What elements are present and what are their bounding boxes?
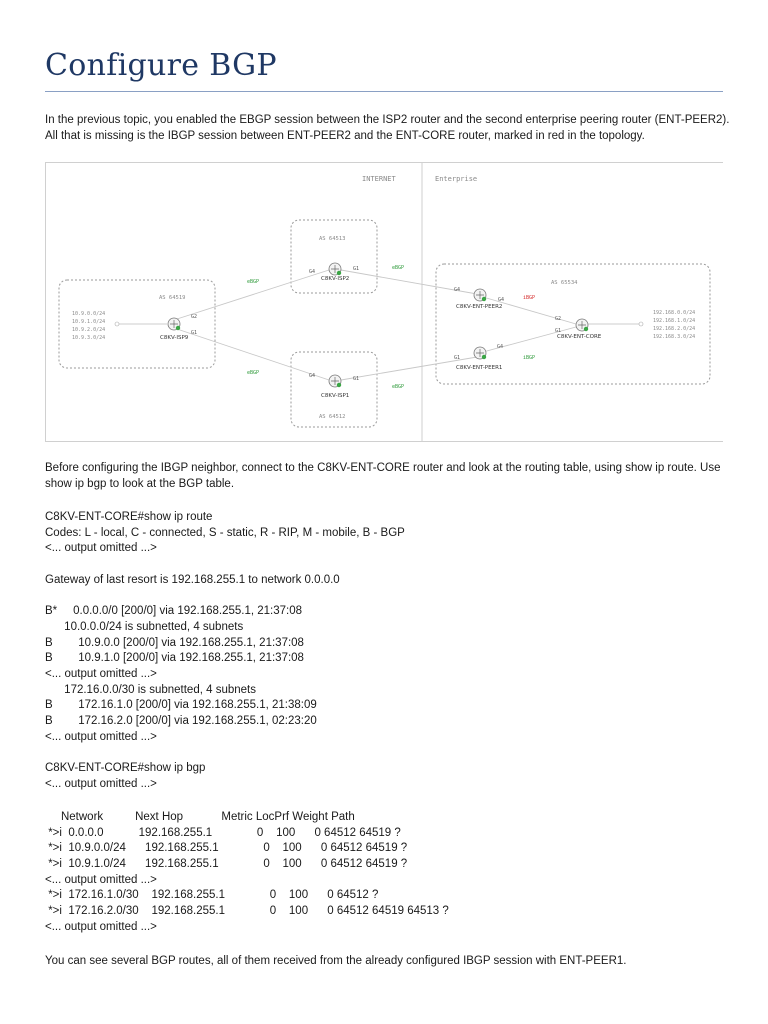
right-net: 192.168.3.0/24 [653,334,696,340]
output-line: <... output omitted ...> [45,730,157,743]
diagram-frame [46,163,724,442]
zone-label-internet: INTERNET [362,175,396,183]
output-line: C8KV-ENT-CORE#show ip bgp [45,762,206,774]
zone-label-enterprise: Enterprise [435,175,478,183]
iface-label: G2 [555,316,562,322]
title-divider [45,91,723,92]
route-output [45,510,405,792]
link-label-ibgp-missing: iBGP [523,295,536,301]
bgp-table-header: Network Next Hop Metric LocPrf Weight Path [45,811,355,823]
output-line: 172.16.0.0/30 is subnetted, 4 subnets [45,683,256,696]
bgp-table-row: <... output omitted ...> [45,920,157,933]
before-line: Before configuring the IBGP neighbor, connect to the C8KV-ENT-CORE router and look at the routing table, using show ip route. Use [45,462,721,474]
bgp-table-row: *>i 172.16.1.0/30 192.168.255.1 0 100 0 64512 ? [45,889,379,902]
router-isp1-icon [329,375,341,387]
iface-label: G1 [555,328,562,334]
intro-line: In the previous topic, you enabled the EBGP session between the ISP2 router and the second enterprise peering router (ENT-PEER2). [45,114,730,126]
link-label-ebgp: eBGP [247,279,260,285]
left-net: 10.9.0.0/24 [72,311,106,317]
output-line: B 10.9.1.0 [200/0] via 192.168.255.1, 21:37:08 [45,652,304,665]
iface-label: G4 [497,344,504,350]
iface-label: G4 [309,373,316,379]
topology-diagram [45,162,723,442]
iface-label: G4 [498,297,505,303]
router-label-isp2: C8KV-ISP2 [321,276,350,282]
iface-label: G2 [191,314,198,320]
output-line [45,745,405,761]
router-isp2-icon [329,263,341,275]
iface-label: G1 [454,355,461,361]
left-net: 10.9.2.0/24 [72,327,106,333]
bgp-table-row: *>i 0.0.0.0 192.168.255.1 0 100 0 64512 64519 ? [45,826,401,839]
router-label-core: C8KV-ENT-CORE [557,334,602,340]
router-peer2-icon [474,289,486,301]
link-label-ebgp: eBGP [247,370,260,376]
output-line: B* 0.0.0.0/0 [200/0] via 192.168.255.1, 21:37:08 [45,605,303,618]
bgp-table-output [45,810,449,936]
iface-label: G1 [191,330,198,336]
iface-label: G4 [309,269,316,275]
router-label-peer2: C8KV-ENT-PEER2 [456,304,503,310]
right-net: 192.168.2.0/24 [653,326,696,332]
closing-line: You can see several BGP routes, all of them received from the already configured IBGP session with ENT-PEER1. [45,955,627,967]
output-line [45,588,405,604]
router-core-icon [576,319,588,331]
bgp-table-row: *>i 10.9.0.0/24 192.168.255.1 0 100 0 64512 64519 ? [45,842,408,855]
page-title: Configure BGP [45,48,277,83]
intro-paragraph [45,112,735,144]
before-paragraph [45,460,735,492]
as-label-isp2: AS 64513 [319,236,346,242]
link-label-ibgp: iBGP [523,355,536,361]
output-line: <... output omitted ...> [45,777,157,790]
router-label-isp1: C8KV-ISP1 [321,393,350,399]
output-line: <... output omitted ...> [45,667,157,680]
bgp-table-row: <... output omitted ...> [45,873,157,886]
output-line: B 172.16.1.0 [200/0] via 192.168.255.1, 21:38:09 [45,699,317,712]
iface-label: G1 [353,266,360,272]
before-line: show ip bgp to look at the BGP table. [45,478,235,490]
link-label-ebgp: eBGP [392,265,405,271]
left-net: 10.9.1.0/24 [72,319,106,325]
right-net: 192.168.0.0/24 [653,310,696,316]
intro-line: All that is missing is the IBGP session between ENT-PEER2 and the ENT-CORE router, marked in red in the topology. [45,130,645,142]
as-label-enterprise: AS 65534 [551,280,578,286]
output-line: B 172.16.2.0 [200/0] via 192.168.255.1, 02:23:20 [45,714,317,727]
lan-endpoint-left [115,322,119,326]
output-line: B 10.9.0.0 [200/0] via 192.168.255.1, 21:37:08 [45,636,304,649]
output-line: C8KV-ENT-CORE#show ip route [45,511,213,523]
router-label-isp9: C8KV-ISP9 [160,335,189,341]
bgp-table-row: *>i 172.16.2.0/30 192.168.255.1 0 100 0 64512 64519 64513 ? [45,905,449,918]
router-label-peer1: C8KV-ENT-PEER1 [456,365,503,371]
router-isp9-icon [168,318,180,330]
output-line: Gateway of last resort is 192.168.255.1 to network 0.0.0.0 [45,573,340,586]
lan-endpoint-right [639,322,643,326]
left-net: 10.9.3.0/24 [72,335,106,341]
iface-label: G1 [353,376,360,382]
as-label-isp1: AS 64512 [319,414,346,420]
as-label-isp9: AS 64519 [159,295,186,301]
iface-label: G4 [454,287,461,293]
closing-paragraph [45,953,735,969]
router-peer1-icon [474,347,486,359]
output-line [45,557,405,573]
right-net: 192.168.1.0/24 [653,318,696,324]
link-label-ebgp: eBGP [392,384,405,390]
output-line: Codes: L - local, C - connected, S - static, R - RIP, M - mobile, B - BGP [45,526,405,539]
bgp-table-row: *>i 10.9.1.0/24 192.168.255.1 0 100 0 64512 64519 ? [45,858,408,871]
output-line: <... output omitted ...> [45,542,157,555]
output-line: 10.0.0.0/24 is subnetted, 4 subnets [45,620,244,633]
